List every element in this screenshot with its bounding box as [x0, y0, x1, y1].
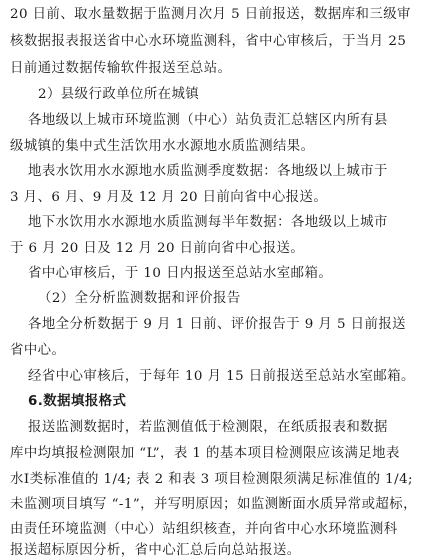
text-line: 20 日前、取水量数据于监测月次月 5 日前报送，数据库和三级审	[10, 7, 411, 22]
text-line: 省中心审核后，于 10 日内报送至总站水室邮箱。	[28, 266, 333, 281]
text-line: 报送超标原因分析，省中心汇总后向总站报送。	[10, 543, 301, 558]
text-line: 各地全分析数据于 9 月 1 日前、评价报告于 9 月 5 日前报送	[28, 317, 407, 332]
text-line: 3 月、6 月、9 月及 12 月 20 日前向省中心报送。	[10, 190, 328, 205]
section-title: 6.数据填报格式	[28, 394, 127, 409]
text-line: 各地级以上城市环境监测（中心）站负责汇总辖区内所有县	[28, 113, 388, 128]
text-line: 地下水饮用水水源地水质监测每半年数据：各地级以上城市	[28, 215, 388, 230]
section-heading: （2）全分析监测数据和评价报告	[38, 291, 241, 306]
text-line: 未监测项目填写 “-1”，并写明原因；如监测断面水质异常或超标，	[10, 497, 417, 512]
text-line: 地表水饮用水水源地水质监测季度数据：各地级以上城市于	[28, 164, 388, 179]
text-line: 经省中心审核后，于每年 10 月 15 日前报送至总站水室邮箱。	[28, 369, 415, 384]
text-line: 报送监测数据时，若监测值低于检测限，在纸质报表和数据	[28, 420, 388, 435]
text-line: 级城镇的集中式生活饮用水水源地水质监测结果。	[10, 139, 315, 154]
text-line: 水Ⅰ类标准值的 1/4; 表 2 和表 3 项目检测限须满足标准值的 1/4;	[10, 472, 413, 487]
text-line: 日前通过数据传输软件报送至总站。	[10, 61, 232, 76]
text-line: 于 6 月 20 日及 12 月 20 日前向省中心报送。	[10, 241, 305, 256]
text-line: 省中心。	[10, 343, 66, 358]
section-heading: 2）县级行政单位所在城镇	[38, 87, 200, 102]
text-line: 库中均填报检测限加 “L”，表 1 的基本项目检测限应该满足地表	[10, 446, 400, 461]
text-line: 由责任环境监测（中心）站组织核查，并向省中心水环境监测科	[10, 522, 398, 537]
text-line: 核数据报表报送省中心水环境监测科，省中心审核后，于当月 25	[10, 34, 407, 49]
